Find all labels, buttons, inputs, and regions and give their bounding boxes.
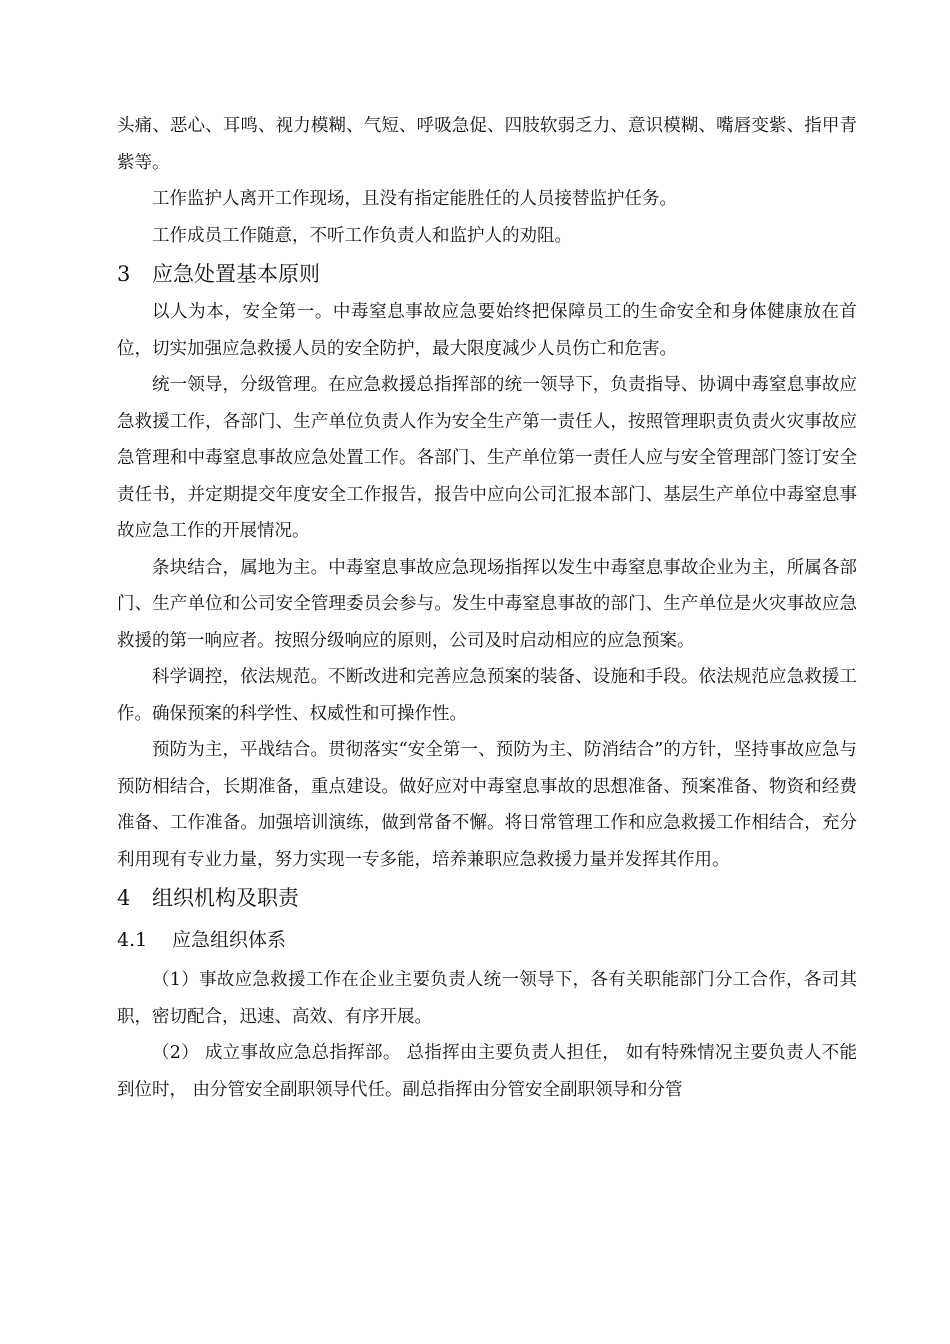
section-title: 组织机构及职责 — [152, 886, 299, 910]
paragraph-item-2: （2） 成立事故应急总指挥部。 总指挥由主要负责人担任， 如有特殊情况主要负责人不能到位时， 由分管安全副职领导代任。副总指挥由分管安全副职领导和分管 — [117, 1043, 857, 1100]
section-heading-3 — [117, 254, 857, 294]
subsection-number: 4.1 — [117, 929, 148, 951]
paragraph-local-priority: 条块结合，属地为主。中毒窒息事故应急现场指挥以发生中毒窒息事故企业为主，所属各部门、生产单位和公司安全管理委员会参与。发生中毒窒息事故的部门、生产单位是火灾事故应急救援的第一响应者。按照分级响应的原则，公司及时启动相应的应急预案。 — [117, 557, 857, 651]
section-number: 3 — [117, 262, 131, 286]
paragraph-symptoms-continued: 头痛、恶心、耳鸣、视力模糊、气短、呼吸急促、四肢软弱乏力、意识模糊、嘴唇变紫、指甲青紫等。 — [117, 116, 857, 173]
paragraph-monitor-absent: 工作监护人离开工作现场，且没有指定能胜任的人员接替监护任务。 — [152, 189, 677, 209]
section-number: 4 — [117, 886, 131, 910]
paragraph-prevention-first: 预防为主，平战结合。贯彻落实“安全第一、预防为主、防消结合”的方针，坚持事故应急与预防相结合，长期准备，重点建设。做好应对中毒窒息事故的思想准备、预案准备、物资和经费准备、工作准备。加强培训演练，做到常备不懈。将日常管理工作和应急救援工作相结合，充分利用现有专业力量，努力实现一专多能，培养兼职应急救援力量并发挥其作用。 — [117, 740, 857, 870]
page-content — [117, 108, 857, 1108]
subsection-heading-4-1 — [117, 918, 857, 962]
paragraph-members-careless: 工作成员工作随意，不听工作负责人和监护人的劝阻。 — [152, 225, 572, 246]
subsection-title: 应急组织体系 — [172, 929, 287, 951]
paragraph-people-first: 以人为本，安全第一。中毒窒息事故应急要始终把保障员工的生命安全和身体健康放在首位，切实加强应急救援人员的安全防护，最大限度减少人员伤亡和危害。 — [117, 302, 857, 359]
paragraph-item-1: （1）事故应急救援工作在企业主要负责人统一领导下，各有关职能部门分工合作，各司其职，密切配合，迅速、高效、有序开展。 — [117, 970, 857, 1027]
section-heading-4 — [117, 878, 857, 918]
paragraph-scientific-control: 科学调控，依法规范。不断改进和完善应急预案的装备、设施和手段。依法规范应急救援工作。确保预案的科学性、权威性和可操作性。 — [117, 667, 857, 724]
section-title: 应急处置基本原则 — [152, 262, 320, 286]
paragraph-unified-leadership: 统一领导，分级管理。在应急救援总指挥部的统一领导下，负责指导、协调中毒窒息事故应急救援工作，各部门、生产单位负责人作为安全生产第一责任人，按照管理职责负责火灾事故应急管理和中毒窒息事故应急处置工作。各部门、生产单位第一责任人应与安全管理部门签订安全责任书，并定期提交年度安全工作报告，报告中应向公司汇报本部门、基层生产单位中毒窒息事故应急工作的开展情况。 — [117, 375, 857, 541]
